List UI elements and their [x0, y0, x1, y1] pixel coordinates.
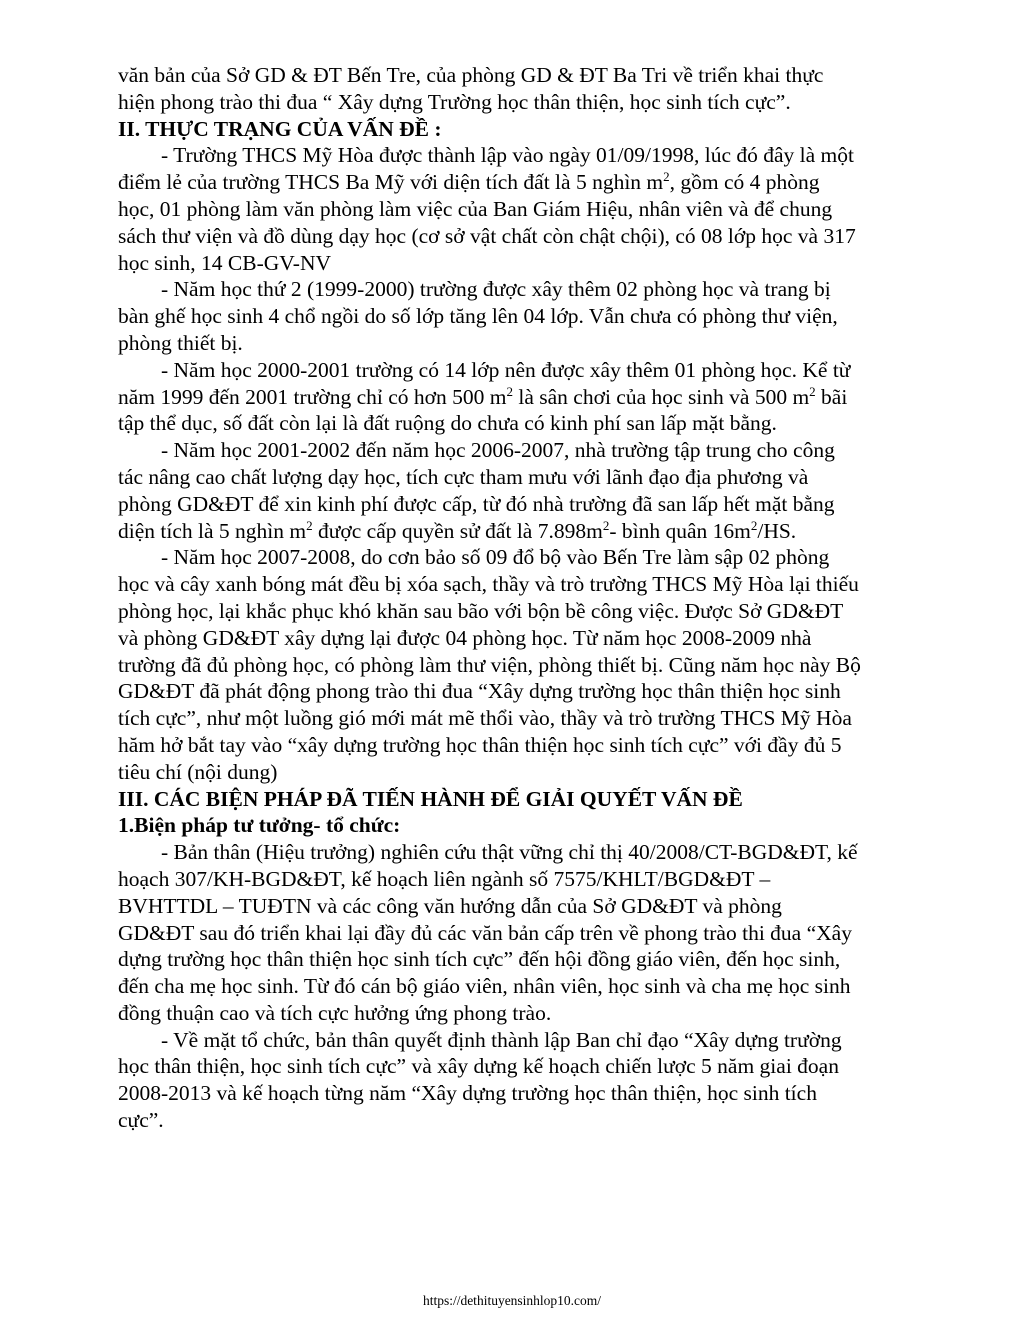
section-2-paragraph-5	[118, 544, 926, 785]
text-line: - Năm học 2000-2001 trường có 14 lớp nên được xây thêm 01 phòng học. Kể từ	[161, 357, 851, 382]
document-body	[118, 62, 926, 1134]
text-line: đến cha mẹ học sinh. Từ đó cán bộ giáo viên, nhân viên, học sinh và cha mẹ học sinh	[118, 974, 851, 999]
section-2-paragraph-4	[118, 437, 926, 544]
text-line: học và cây xanh bóng mát đều bị xóa sạch, thầy và trò trường THCS Mỹ Hòa lại thiếu	[118, 572, 859, 597]
text-line: hoạch 307/KH-BGD&ĐT, kế hoạch liên ngành số 7575/KHLT/BGD&ĐT –	[118, 866, 771, 891]
superscript: 2	[663, 169, 670, 185]
text-line: sách thư viện và đồ dùng dạy học (cơ sở vật chất còn chật chội), có 08 lớp học và 317	[118, 223, 856, 248]
footer-url[interactable]: https://dethituyensinhlop10.com/	[422, 1293, 602, 1308]
text-line: - Về mặt tổ chức, bản thân quyết định thành lập Ban chỉ đạo “Xây dựng trường	[161, 1027, 842, 1052]
section-3-subheading: 1.Biện pháp tư tưởng- tổ chức:	[118, 813, 401, 838]
text-run: - bình quân 16m	[609, 518, 751, 543]
text-line: GD&ĐT đã phát động phong trào thi đua “Xây dựng trường học thân thiện học sinh	[118, 679, 841, 704]
text-line: cực”.	[118, 1108, 164, 1133]
text-line: dựng trường học thân thiện học sinh tích cực” đến hội đồng giáo viên, đến học sinh,	[118, 947, 841, 972]
text-line: tích cực”, như một luồng gió mới mát mẽ thổi vào, thầy và trò trường THCS Mỹ Hòa	[118, 706, 852, 731]
text-line: - Bản thân (Hiệu trưởng) nghiên cứu thật vững chỉ thị 40/2008/CT-BGD&ĐT, kế	[161, 840, 858, 865]
text-run: là sân chơi của học sinh và 500 m	[513, 384, 810, 409]
text-run: bãi	[815, 384, 848, 409]
superscript: 2	[809, 383, 816, 399]
superscript: 2	[750, 517, 758, 533]
text-line: phòng học, lại khắc phục khó khăn sau bão với bộn bề công việc. Được Sở GD&ĐT	[118, 598, 844, 623]
text-line: trường đã đủ phòng học, có phòng làm thư viện, phòng thiết bị. Cũng năm học này Bộ	[118, 652, 861, 677]
text-line: học, 01 phòng làm văn phòng làm việc của Ban Giám Hiệu, nhân viên và để chung	[118, 196, 833, 221]
section-3-paragraph-2	[118, 1027, 926, 1134]
text-line: - Năm học 2001-2002 đến năm học 2006-2007, nhà trường tập trung cho công	[161, 438, 835, 463]
text-line: văn bản của Sở GD & ĐT Bến Tre, của phòng GD & ĐT Ba Tri về triển khai thực	[118, 63, 824, 87]
text-line: phòng GD&ĐT để xin kinh phí được cấp, từ đó nhà trường đã san lấp hết mặt bằng	[118, 491, 835, 516]
text-run: , gồm có 4 phòng	[669, 170, 820, 195]
section-2-paragraph-1	[118, 142, 926, 276]
section-2-paragraph-2	[118, 276, 926, 356]
text-line: bàn ghế học sinh 4 chổ ngồi do số lớp tăng lên 04 lớp. Vẫn chưa có phòng thư viện,	[118, 304, 838, 329]
section-3-heading: III. CÁC BIỆN PHÁP ĐÃ TIẾN HÀNH ĐỂ GIẢI QUYẾT VẤN ĐỀ	[118, 786, 743, 811]
text-line: học thân thiện, học sinh tích cực” và xây dựng kế hoạch chiến lược 5 năm giai đoạn	[118, 1054, 839, 1079]
text-line: 2008-2013 và kế hoạch từng năm “Xây dựng trường học thân thiện, học sinh tích	[118, 1081, 817, 1106]
text-run: /HS.	[757, 518, 797, 543]
text-line	[118, 169, 926, 196]
intro-paragraph	[118, 62, 926, 116]
text-line: hăm hở bắt tay vào “xây dựng trường học thân thiện học sinh tích cực” với đầy đủ 5	[118, 732, 842, 757]
text-line: và phòng GD&ĐT xây dựng lại được 04 phòng học. Từ năm học 2008-2009 nhà	[118, 625, 812, 650]
superscript: 2	[602, 517, 610, 533]
text-line: GD&ĐT sau đó triển khai lại đầy đủ các văn bản cấp trên về phong trào thi đua “Xây	[118, 920, 852, 945]
text-run: điểm lẻ của trường THCS Ba Mỹ với diện tích đất là 5 nghìn m	[118, 170, 664, 195]
section-3-paragraph-1	[118, 839, 926, 1027]
section-2-paragraph-3	[118, 357, 926, 437]
text-line: tiêu chí (nội dung)	[118, 759, 278, 784]
text-line: học sinh, 14 CB-GV-NV	[118, 250, 332, 275]
text-line: - Năm học thứ 2 (1999-2000) trường được xây thêm 02 phòng học và trang bị	[161, 277, 831, 302]
text-line: - Năm học 2007-2008, do cơn bảo số 09 đổ bộ vào Bến Tre làm sập 02 phòng	[161, 545, 830, 570]
section-2-heading: II. THỰC TRẠNG CỦA VẤN ĐỀ :	[118, 116, 442, 141]
text-run: được cấp quyền sử đất là 7.898m	[312, 518, 603, 543]
text-line: BVHTTDL – TUĐTN và các công văn hướng dẫn của Sở GD&ĐT và phòng	[118, 893, 782, 918]
text-line: hiện phong trào thi đua “ Xây dựng Trường học thân thiện, học sinh tích cực”.	[118, 89, 791, 114]
superscript: 2	[306, 517, 313, 533]
text-line: - Trường THCS Mỹ Hòa được thành lập vào ngày 01/09/1998, lúc đó đây là một	[161, 143, 854, 168]
text-line	[118, 518, 926, 545]
text-line	[118, 384, 926, 411]
text-line: tác nâng cao chất lượng dạy học, tích cực tham mưu với lãnh đạo địa phương và	[118, 464, 809, 489]
text-line: đồng thuận cao và tích cực hưởng ứng phong trào.	[118, 1000, 552, 1025]
text-line: tập thể dục, số đất còn lại là đất ruộng do chưa có kinh phí san lấp mặt bằng.	[118, 411, 777, 436]
text-line: phòng thiết bị.	[118, 330, 243, 355]
text-run: diện tích là 5 nghìn m	[118, 518, 307, 543]
text-run: năm 1999 đến 2001 trường chỉ có hơn 500 m	[118, 384, 507, 409]
superscript: 2	[506, 383, 513, 399]
